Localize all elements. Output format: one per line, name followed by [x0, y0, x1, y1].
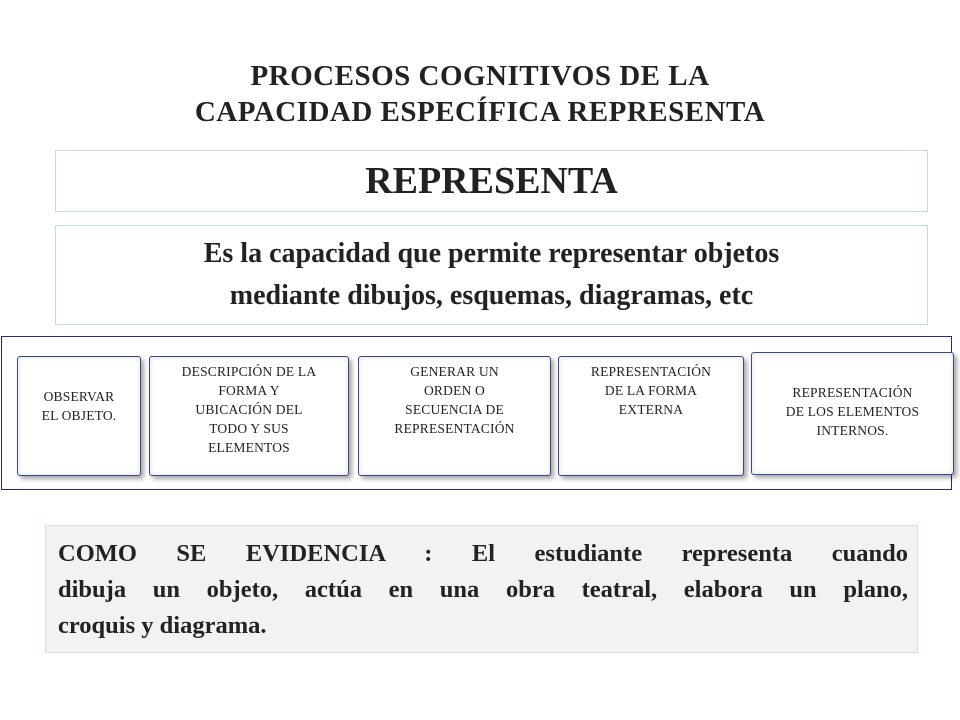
step-label-line: REPRESENTACIÓN [394, 421, 515, 436]
evidence-line-3: croquis y diagrama. [58, 612, 267, 639]
step-label-line: DE LA FORMA [604, 383, 698, 398]
step-elementos-internos [751, 352, 954, 475]
headline-box [55, 150, 928, 212]
step-label-line: ORDEN O [423, 383, 486, 398]
step-label-line: REPRESENTACIÓN [792, 385, 913, 400]
step-label-line: EL OBJETO. [41, 408, 117, 423]
step-label-line: DE LOS ELEMENTOS [785, 404, 920, 419]
step-descripcion [149, 356, 349, 476]
step-label-line: SECUENCIA DE [405, 402, 504, 417]
step-forma-externa [558, 356, 744, 476]
step-label-line: INTERNOS. [816, 423, 889, 438]
step-label-line: EXTERNA [618, 402, 684, 417]
definition-line-1: Es la capacidad que permite representar objetos [203, 238, 780, 269]
step-label-line: ELEMENTOS [208, 440, 290, 455]
step-label-line: REPRESENTACIÓN [590, 364, 712, 379]
evidence-line-1: COMO SE EVIDENCIA : El estudiante representa cuando [58, 540, 908, 567]
evidence-line-2: dibuja un objeto, actúa en una obra teatral, elabora un plano, [58, 576, 908, 603]
evidence-box [45, 525, 918, 653]
title-line-1: PROCESOS COGNITIVOS DE LA [250, 60, 710, 92]
definition-line-2: mediante dibujos, esquemas, diagramas, etc [229, 280, 754, 311]
step-generar-orden [358, 356, 551, 476]
step-label-line: GENERAR UN [410, 364, 499, 379]
step-label-line: OBSERVAR [43, 389, 115, 404]
step-observar [17, 356, 141, 476]
step-label-line: FORMA Y [218, 383, 280, 398]
step-label-line: DESCRIPCIÓN DE LA [181, 364, 317, 379]
step-label-line: TODO Y SUS [209, 421, 289, 436]
page-title [0, 58, 960, 130]
title-line-2: CAPACIDAD ESPECÍFICA REPRESENTA [194, 96, 766, 128]
step-label-line: UBICACIÓN DEL [195, 402, 303, 417]
headline-text: REPRESENTA [365, 160, 618, 202]
definition-box [55, 225, 928, 325]
